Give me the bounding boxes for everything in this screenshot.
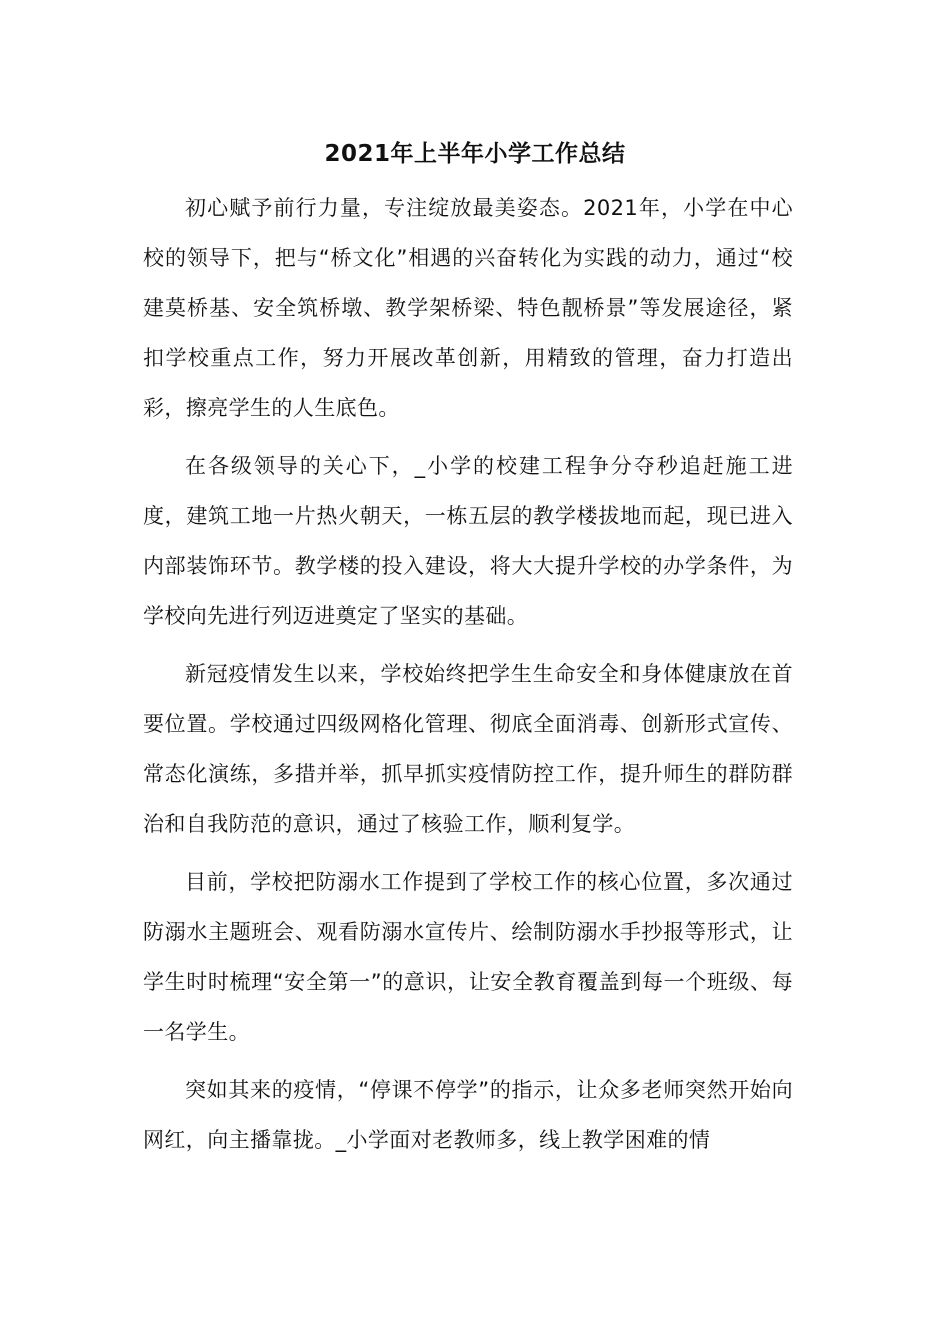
document-body — [143, 183, 793, 1173]
paragraph-epidemic: 新冠疫情发生以来，学校始终把学生生命安全和身体健康放在首要位置。学校通过四级网格化管理、彻底全面消毒、创新形式宣传、常态化演练，多措并举，抓早抓实疫情防控工作，提升师生的群防群治和自我防范的意识，通过了核验工作，顺利复学。 — [143, 662, 793, 836]
paragraph-online-teaching: 突如其来的疫情，“停课不停学”的指示，让众多老师突然开始向网红，向主播靠拢。_小学面对老教师多，线上教学困难的情 — [143, 1078, 793, 1152]
document-title: 2021年上半年小学工作总结 — [324, 141, 626, 167]
paragraph-drowning-prevention: 目前，学校把防溺水工作提到了学校工作的核心位置，多次通过防溺水主题班会、观看防溺水宣传片、绘制防溺水手抄报等形式，让学生时时梳理“安全第一”的意识，让安全教育覆盖到每一个班级、每一名学生。 — [143, 870, 793, 1044]
paragraph-intro: 初心赋予前行力量，专注绽放最美姿态。2021年，小学在中心校的领导下，把与“桥文化”相遇的兴奋转化为实践的动力，通过“校建莫桥基、安全筑桥墩、教学架桥梁、特色靓桥景”等发展途径，紧扣学校重点工作，努力开展改革创新，用精致的管理，奋力打造出彩，擦亮学生的人生底色。 — [143, 196, 793, 420]
paragraph-construction: 在各级领导的关心下，_小学的校建工程争分夺秒追赶施工进度，建筑工地一片热火朝天，一栋五层的教学楼拔地而起，现已进入内部装饰环节。教学楼的投入建设，将大大提升学校的办学条件，为学校向先进行列迈进奠定了坚实的基础。 — [143, 454, 793, 628]
